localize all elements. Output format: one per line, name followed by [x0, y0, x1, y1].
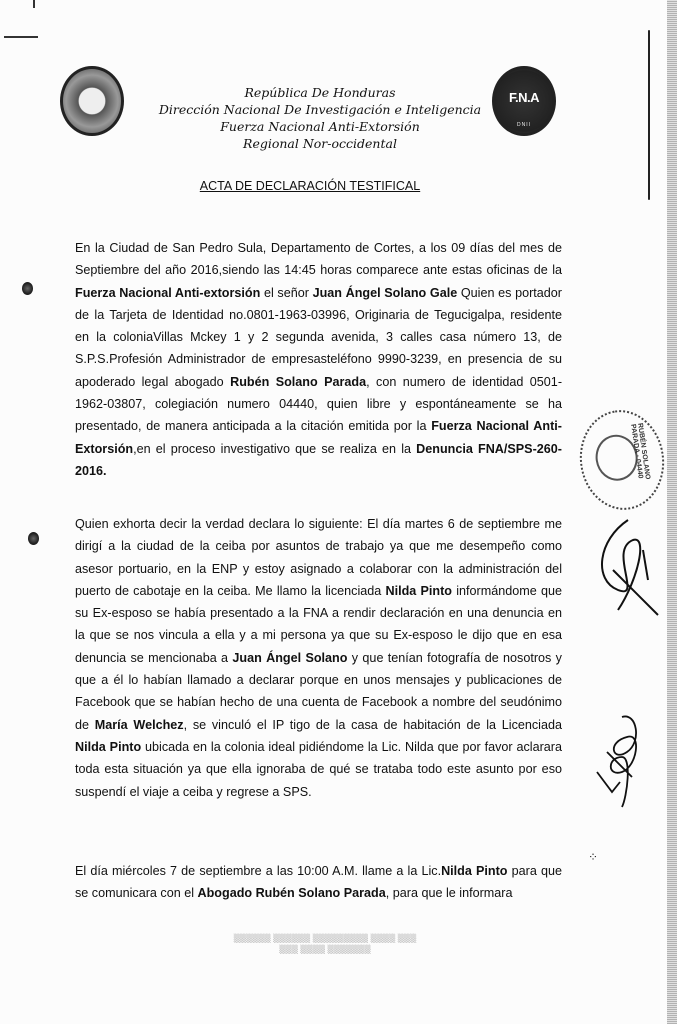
text-segment: y que tenían fotografía de nosotros y que a él lo habían llamado a declarar porque en unos mensajes y publicaciones de Facebook que se habían hecho de una cuenta de Facebook a nombre del seudónimo de: [75, 650, 562, 732]
fna-seal-icon: [492, 66, 556, 136]
letterhead: [150, 84, 490, 152]
bold-segment: Abogado Rubén Solano Parada: [197, 886, 386, 901]
lawyer-stamp: [573, 405, 670, 516]
text-segment: ,en el proceso investigativo que se realiza en la: [133, 441, 417, 456]
bold-segment: Nilda Pinto: [441, 864, 508, 878]
text-segment: informándome que su Ex-esposo se había presentado a la FNA a rendir declaración en una denuncia en la que se nos vincula a ella y a mi persona ya que su Ex-esposo le dijo que en esa denuncia se mencionaba a: [75, 583, 562, 665]
corner-tick: [33, 0, 35, 8]
document-title: ACTA DE DECLARACIÓN TESTIFICAL: [199, 179, 421, 193]
letterhead-line: Fuerza Nacional Anti-Extorsión: [220, 119, 420, 134]
corner-mark: [4, 36, 38, 38]
paragraph-text: [75, 513, 562, 803]
bold-segment: Juan Ángel Solano: [232, 650, 348, 665]
letterhead-line: Regional Nor-occidental: [243, 136, 397, 151]
text-segment: Quien exhorta decir la verdad declara lo siguiente: El día martes 6 de septiembre me dirigí a la ciudad de la ceiba por asuntos de trabajo ya que me desempeño como asesor portuario, en la ENP y estoy asignado a colaborar con la administración del puerto de cabotaje en la ceiba. Me llamo la licenciada: [75, 517, 562, 598]
margin-rule: [648, 30, 650, 200]
text-segment: El día miércoles 7 de septiembre a las 10:00 A.M. llame a la Lic.: [75, 864, 442, 878]
paragraph-3: [75, 860, 562, 905]
bold-segment: Juan Ángel Solano Gale: [312, 285, 458, 300]
stray-marks: ⁘: [588, 850, 599, 864]
signature-2: [592, 712, 652, 812]
seal-label: F.N.A: [509, 90, 539, 105]
bold-segment: Fuerza Nacional Anti-Extorsión: [75, 419, 562, 456]
paragraph-2: [75, 513, 562, 803]
text-segment: En la Ciudad de San Pedro Sula, Departamento de Cortes, a los 09 días del mes de Septiembre del año 2016,siendo las 14:45 horas comparece ante estas oficinas de la: [75, 241, 562, 278]
text-segment: para que se comunicara con el: [75, 864, 563, 901]
text-segment: ubicada en la colonia ideal pidiéndome la Lic. Nilda que por favor aclarara toda esta situación ya que ella ignoraba de qué se trataba todo este asunto por eso suspendí el viaje a ceiba y regrese a SPS.: [75, 739, 562, 799]
stamp-text: RUBÉN SOLANO PARADA · 04440: [629, 422, 651, 480]
honduras-seal-icon: [60, 66, 124, 136]
letterhead-line: República De Honduras: [244, 85, 396, 100]
paragraph-text: [75, 237, 562, 482]
bold-segment: Rubén Solano Parada: [230, 374, 367, 389]
text-segment: Quien es portador de la Tarjeta de Identidad no.0801-1963-03996, Originaria de Tegucigalpa, residente en la coloniaVillas Mckey 1 y 2 segunda avenida, 3 calles casa número 13, de S.P.S.Profesión Administrador de empresasteléfono 9990-3239, en presencia de su apoderado legal abogado: [75, 285, 562, 389]
text-segment: , se vinculó el IP tigo de la casa de habitación de la Licenciada: [183, 717, 562, 732]
paragraph-1: [75, 237, 562, 482]
bold-segment: Nilda Pinto: [75, 739, 142, 754]
footer-faded-text: ▒▒▒▒▒▒ ▒▒▒▒▒▒ ▒▒▒▒▒▒▒▒▒ ▒▒▒▒ ▒▒▒ ▒▒▒ ▒▒▒▒ ▒▒▒▒▒▒▒: [233, 934, 417, 954]
seal-sublabel: DNII: [517, 122, 531, 128]
bold-segment: María Welchez: [94, 717, 184, 732]
signature-1: [588, 510, 668, 620]
text-segment: , con numero de identidad 0501-1962-03807, colegiación numero 04440, quien libre y espontáneamente se ha presentado, de manera anticipada a la citación emitida por la: [75, 374, 563, 434]
bold-segment: Nilda Pinto: [385, 583, 453, 598]
paragraph-text: [75, 860, 562, 905]
letterhead-line: Dirección Nacional De Investigación e Inteligencia: [158, 102, 482, 117]
page-edge-shadow: [667, 0, 677, 1024]
text-segment: el señor: [260, 285, 313, 300]
bold-segment: Fuerza Nacional Anti-extorsión: [75, 285, 261, 300]
punch-hole-icon: [28, 532, 39, 545]
punch-hole-icon: [22, 282, 33, 295]
bold-segment: Denuncia FNA/SPS-260-2016.: [75, 441, 562, 478]
text-segment: , para que le informara: [385, 886, 513, 901]
